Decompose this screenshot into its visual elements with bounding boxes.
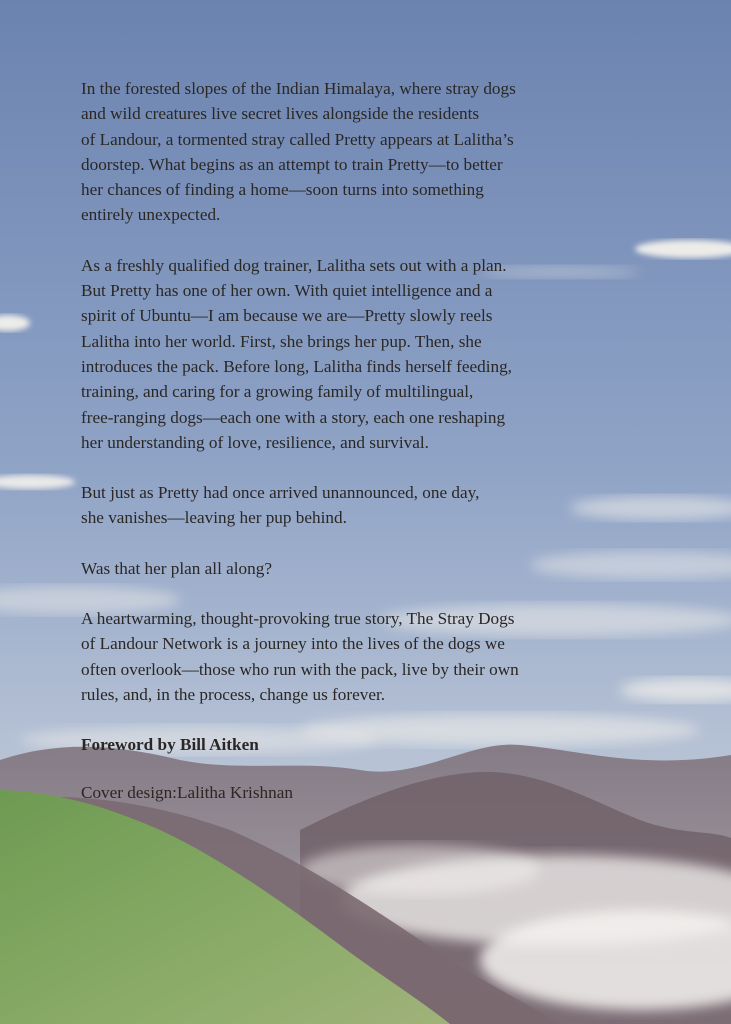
cover-design-credit: Cover design:Lalitha Krishnan — [81, 782, 293, 802]
back-cover-copy — [81, 76, 681, 830]
blurb-paragraph-2: As a freshly qualified dog trainer, Lalitha sets out with a plan. But Pretty has one of her own. With quiet intelligence and a spirit of Ubuntu—I am because we are—Pretty slowly reels Lalitha into her world. First, she brings her pup. Then, she introduces the pack. Before long, Lalitha finds herself feeding, training, and caring for a growing family of multilingual, free-ranging dogs—each one with a story, each one reshaping her understanding of love, resilience, and survival. — [81, 255, 512, 452]
blurb-paragraph-5: A heartwarming, thought-provoking true story, The Stray Dogs of Landour Network is a journey into the lives of the dogs we often overlook—those who run with the pack, live by their own rules, and, in the process, change us forever. — [81, 609, 519, 704]
blurb-paragraph-1: In the forested slopes of the Indian Himalaya, where stray dogs and wild creatures live secret lives alongside the residents of Landour, a tormented stray called Pretty appears at Lalitha’s doorstep. What begins as an attempt to train Pretty—to better her chances of finding a home—soon turns into something entirely unexpected. — [81, 79, 516, 225]
foreword-credit: Foreword by Bill Aitken — [81, 735, 259, 755]
blurb-paragraph-4: Was that her plan all along? — [81, 558, 272, 578]
blurb-paragraph-3: But just as Pretty had once arrived unannounced, one day, she vanishes—leaving her pup behind. — [81, 483, 480, 528]
